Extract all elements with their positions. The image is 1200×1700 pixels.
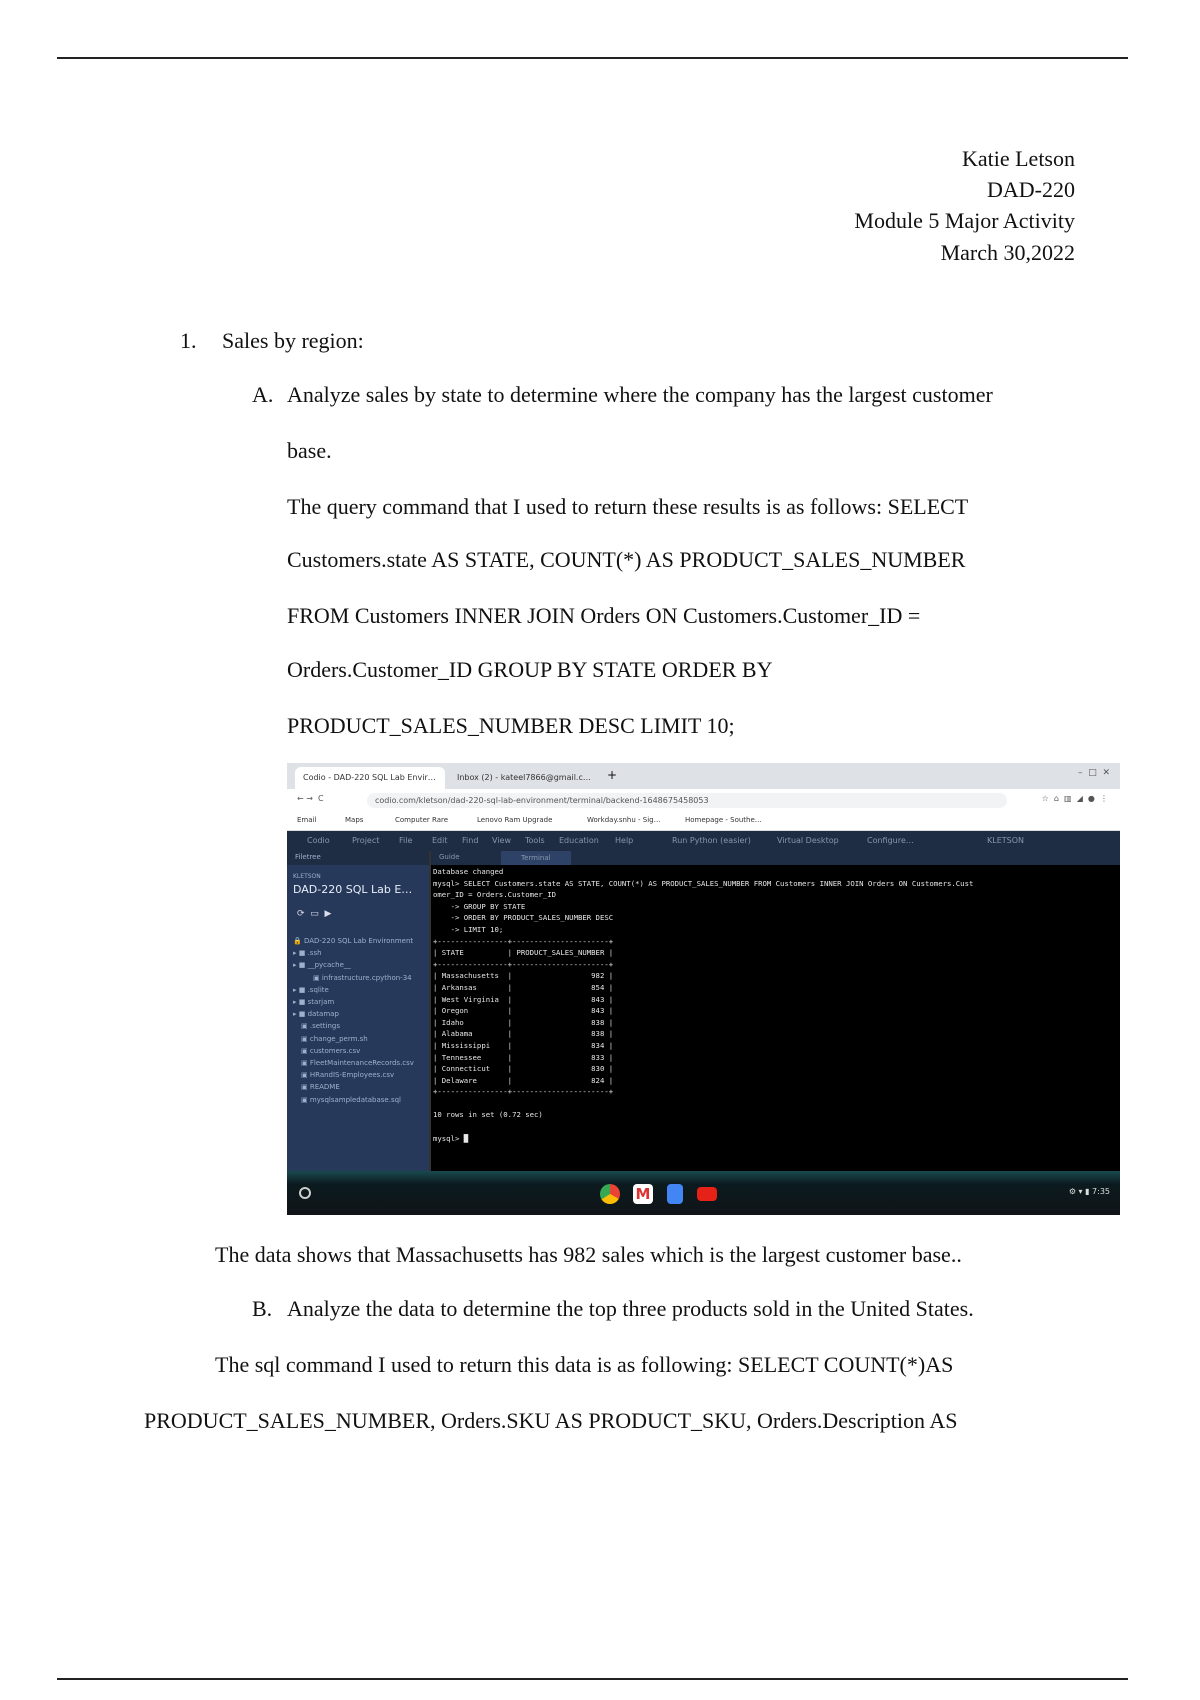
- menu-item: File: [399, 836, 413, 845]
- bookmark: Email: [297, 816, 317, 824]
- browser-tab: Inbox (2) - kateel7866@gmail.c…: [457, 773, 591, 782]
- terminal-tabs: [431, 851, 1120, 865]
- table-row: | Oregon | 843 |: [433, 1006, 614, 1016]
- table-border: +----------------+----------------------+: [433, 1087, 614, 1097]
- table-row: | Tennessee | 833 |: [433, 1052, 614, 1062]
- project-title: DAD-220 SQL Lab E…: [293, 883, 413, 896]
- bookmark: Maps: [345, 816, 364, 824]
- terminal-panel: [429, 851, 1120, 1171]
- table-row: | Alabama | 838 |: [433, 1029, 614, 1039]
- browser-tabstrip: [287, 763, 1120, 789]
- chrome-icon: [600, 1184, 620, 1204]
- terminal-line: [433, 1098, 1118, 1110]
- assignment-title: Module 5 Major Activity: [854, 208, 1075, 233]
- clock: 7:35: [1092, 1187, 1110, 1196]
- file-tree-panel: [287, 851, 429, 1171]
- terminal-line: omer_ID = Orders.Customer_ID: [433, 890, 557, 900]
- query-line: PRODUCT_SALES_NUMBER DESC LIMIT 10;: [287, 713, 735, 738]
- table-border: +----------------+----------------------+: [433, 936, 614, 946]
- terminal-line: mysql> SELECT Customers.state AS STATE, COUNT(*) AS PRODUCT_SALES_NUMBER FROM Customers INNER JOIN Orders ON Customers.Cust: [433, 878, 974, 888]
- query-line: FROM Customers INNER JOIN Orders ON Customers.Customer_ID =: [287, 603, 921, 628]
- table-row: | Delaware | 824 |: [433, 1075, 614, 1085]
- bookmarks-bar: [287, 811, 1120, 831]
- terminal-line: -> LIMIT 10;: [433, 924, 504, 934]
- menu-item: Project: [352, 836, 380, 845]
- nav-icons: ← → C: [297, 794, 324, 803]
- table-row: | West Virginia | 843 |: [433, 994, 614, 1004]
- table-row: | Massachusetts | 982 |: [433, 971, 614, 981]
- bottom-rule: [57, 1678, 1128, 1680]
- date: March 30,2022: [940, 240, 1075, 265]
- part-b-text: Analyze the data to determine the top three products sold in the United States.: [287, 1296, 974, 1321]
- query-line: The query command that I used to return these results is as follows: SELECT: [287, 494, 969, 519]
- youtube-icon: [697, 1187, 717, 1201]
- table-row: | Connecticut | 830 |: [433, 1064, 614, 1074]
- tab-terminal: Terminal: [501, 851, 571, 865]
- url-field: codio.com/kletson/dad-220-sql-lab-environment/terminal/backend-1648675458053: [367, 793, 1007, 808]
- terminal-prompt: mysql> █: [433, 1133, 469, 1143]
- file-tree-item: ▸ ■ .sqlite: [293, 985, 329, 994]
- menu-item: KLETSON: [987, 836, 1025, 845]
- gmail-icon: M: [633, 1184, 653, 1204]
- file-tree-item: ▣ README: [301, 1083, 340, 1092]
- part-a-text: base.: [287, 438, 332, 463]
- docs-icon: [667, 1184, 683, 1204]
- part-a-letter: A.: [252, 382, 274, 407]
- terminal-line: Database changed: [433, 867, 504, 876]
- part-b-text: The sql command I used to return this data is as following: SELECT COUNT(*)AS: [215, 1352, 954, 1377]
- table-row: | Idaho | 838 |: [433, 1017, 614, 1027]
- embedded-screenshot: [287, 763, 1120, 1215]
- part-a-text: Analyze sales by state to determine where the company has the largest customer: [287, 382, 993, 407]
- table-header: | STATE | PRODUCT_SALES_NUMBER |: [433, 948, 614, 958]
- toolbar-icons: ⟳ ▭ ▶: [297, 909, 332, 919]
- new-tab-icon: +: [607, 768, 618, 782]
- extension-icons: ☆ ⌂ ▥ ◢ ● ⋮: [1041, 794, 1108, 803]
- menu-item: Virtual Desktop: [777, 836, 839, 845]
- menu-item: Edit: [432, 836, 448, 845]
- terminal-output: [431, 865, 1120, 1145]
- file-tree-item: ▸ ■ __pycache__: [293, 961, 351, 970]
- menu-item: Configure…: [867, 836, 914, 845]
- menu-item: Find: [462, 836, 479, 845]
- course-code: DAD-220: [987, 177, 1075, 202]
- author-name: Katie Letson: [961, 146, 1075, 171]
- menu-item: Education: [559, 836, 599, 845]
- side-tab: Filetree: [287, 851, 429, 865]
- section-title: Sales by region:: [222, 328, 364, 353]
- browser-tab: Codio - DAD-220 SQL Lab Envir…: [295, 767, 445, 789]
- file-tree-item: ▸ ■ .ssh: [293, 949, 322, 958]
- launcher-icon: [299, 1187, 311, 1199]
- result-footer: 10 rows in set (0.72 sec): [433, 1110, 543, 1120]
- file-tree-item: ▣ FleetMaintenanceRecords.csv: [301, 1059, 414, 1067]
- menu-item: Run Python (easier): [672, 836, 751, 845]
- terminal-line: -> ORDER BY PRODUCT_SALES_NUMBER DESC: [433, 913, 614, 923]
- part-b-letter: B.: [252, 1296, 273, 1321]
- file-tree-item: 🔒 DAD-220 SQL Lab Environment: [293, 937, 414, 945]
- query-line: Customers.state AS STATE, COUNT(*) AS PRODUCT_SALES_NUMBER: [287, 547, 966, 572]
- conclusion-text: The data shows that Massachusetts has 982 sales which is the largest customer base..: [215, 1242, 962, 1267]
- menu-item: View: [492, 836, 511, 845]
- menu-item: Codio: [307, 836, 330, 845]
- file-tree-item: ▣ HRandIS-Employees.csv: [301, 1071, 395, 1080]
- table-row: | Arkansas | 854 |: [433, 982, 614, 992]
- file-tree-item: ▣ infrastructure.cpython-34: [313, 973, 412, 982]
- tab-guide: Guide: [439, 853, 460, 861]
- bookmark: Computer Rare: [395, 816, 449, 824]
- file-tree-item: ▣ mysqlsampledatabase.sql: [301, 1095, 401, 1104]
- os-shelf: [287, 1171, 1120, 1215]
- terminal-line: -> GROUP BY STATE: [433, 901, 526, 911]
- file-tree-item: ▸ ■ datamap: [293, 1010, 339, 1019]
- file-tree-item: ▣ customers.csv: [301, 1046, 361, 1055]
- menu-item: Tools: [525, 836, 545, 845]
- status-tray: ⚙ ▾ ▮ 7:35: [1068, 1187, 1110, 1196]
- codio-menubar: [287, 831, 1120, 851]
- section-number: 1.: [180, 328, 197, 353]
- table-border: +----------------+----------------------+: [433, 959, 614, 969]
- bookmark: Homepage - Southe…: [685, 816, 762, 824]
- file-tree-item: ▸ ■ starjam: [293, 998, 335, 1006]
- file-tree-item: ▣ change_perm.sh: [301, 1034, 368, 1043]
- address-bar: [287, 789, 1120, 811]
- user-label: KLETSON: [293, 873, 321, 880]
- top-rule: [57, 57, 1128, 59]
- query-line: Orders.Customer_ID GROUP BY STATE ORDER BY: [287, 657, 773, 682]
- window-controls-icon: – □ ✕: [1078, 768, 1110, 778]
- table-row: | Mississippi | 834 |: [433, 1040, 614, 1050]
- bookmark: Workday.snhu - Sig…: [587, 816, 661, 824]
- menu-item: Help: [615, 836, 634, 845]
- terminal-line: [433, 1121, 1118, 1133]
- file-tree-item: ▣ .settings: [301, 1022, 340, 1031]
- part-b-text: PRODUCT_SALES_NUMBER, Orders.SKU AS PRODUCT_SKU, Orders.Description AS: [144, 1408, 958, 1433]
- bookmark: Lenovo Ram Upgrade: [477, 816, 553, 824]
